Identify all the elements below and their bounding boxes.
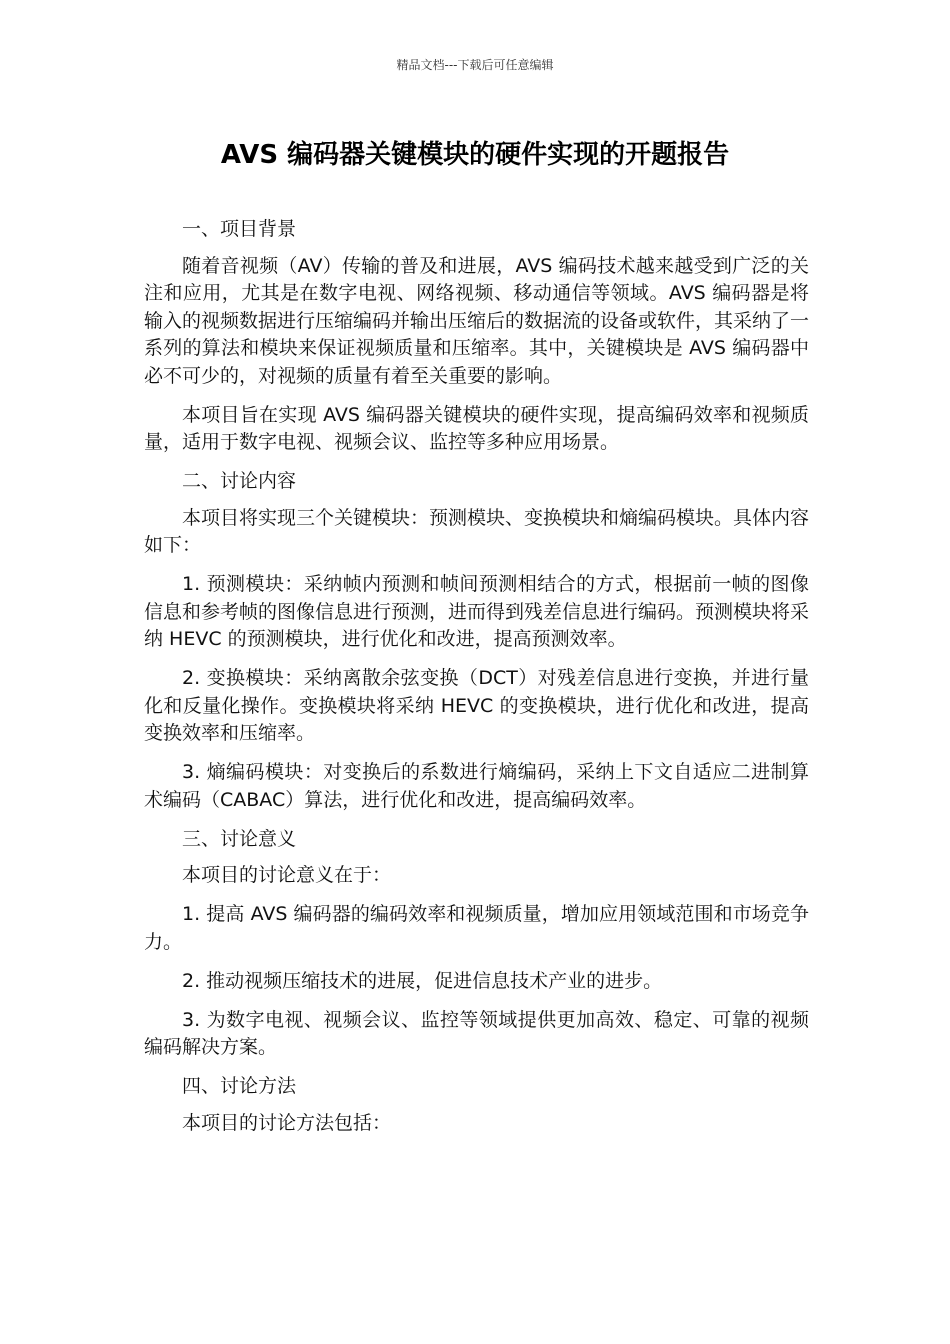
content-list-item-transform: 2. 变换模块：采纳离散余弦变换（DCT）对残差信息进行变换，并进行量化和反量化操作。变换模块将采纳 HEVC 的变换模块，进行优化和改进，提高变换效率和压缩率。 bbox=[144, 667, 809, 744]
methods-intro-paragraph: 本项目的讨论方法包括： bbox=[182, 1111, 392, 1134]
document-title: AVS 编码器关键模块的硬件实现的开题报告 bbox=[220, 140, 730, 170]
background-paragraph-2: 本项目旨在实现 AVS 编码器关键模块的硬件实现，提高编码效率和视频质量，适用于数字电视、视频会议、监控等多种应用场景。 bbox=[144, 403, 809, 453]
significance-list-item-1: 1. 提高 AVS 编码器的编码效率和视频质量，增加应用领域范围和市场竞争力。 bbox=[144, 903, 809, 953]
significance-list-item-2: 2. 推动视频压缩技术的进展，促进信息技术产业的进步。 bbox=[182, 969, 663, 992]
content-intro-paragraph: 本项目将实现三个关键模块：预测模块、变换模块和熵编码模块。具体内容如下： bbox=[144, 506, 810, 556]
page-header-watermark: 精品文档---下载后可任意编辑 bbox=[396, 58, 554, 72]
background-paragraph-1: 随着音视频（AV）传输的普及和进展，AVS 编码技术越来越受到广泛的关注和应用，尤其是在数字电视、网络视频、移动通信等领域。AVS 编码器是将输入的视频数据进行压缩编码并输出压缩后的数据流的设备或软件，其采纳了一系列的算法和模块来保证视频质量和压缩率。其中，关键模块是 AVS 编码器中必不可少的，对视频的质量有着至关重要的影响。 bbox=[144, 254, 810, 387]
section-heading-background: 一、项目背景 bbox=[182, 218, 297, 240]
significance-list-item-3: 3. 为数字电视、视频会议、监控等领域提供更加高效、稳定、可靠的视频编码解决方案。 bbox=[144, 1008, 809, 1058]
significance-intro-paragraph: 本项目的讨论意义在于： bbox=[182, 864, 392, 886]
content-list-item-entropy: 3. 熵编码模块：对变换后的系数进行熵编码，采纳上下文自适应二进制算术编码（CABAC）算法，进行优化和改进，提高编码效率。 bbox=[144, 761, 809, 811]
section-heading-significance: 三、讨论意义 bbox=[182, 827, 297, 850]
document-body bbox=[144, 216, 809, 1149]
section-heading-content: 二、讨论内容 bbox=[182, 470, 297, 492]
content-list-item-prediction: 1. 预测模块：采纳帧内预测和帧间预测相结合的方式，根据前一帧的图像信息和参考帧的图像信息进行预测，进而得到残差信息进行编码。预测模块将采纳 HEVC 的预测模块，进行优化和改进，提高预测效率。 bbox=[144, 573, 810, 650]
section-heading-methods: 四、讨论方法 bbox=[182, 1075, 297, 1097]
